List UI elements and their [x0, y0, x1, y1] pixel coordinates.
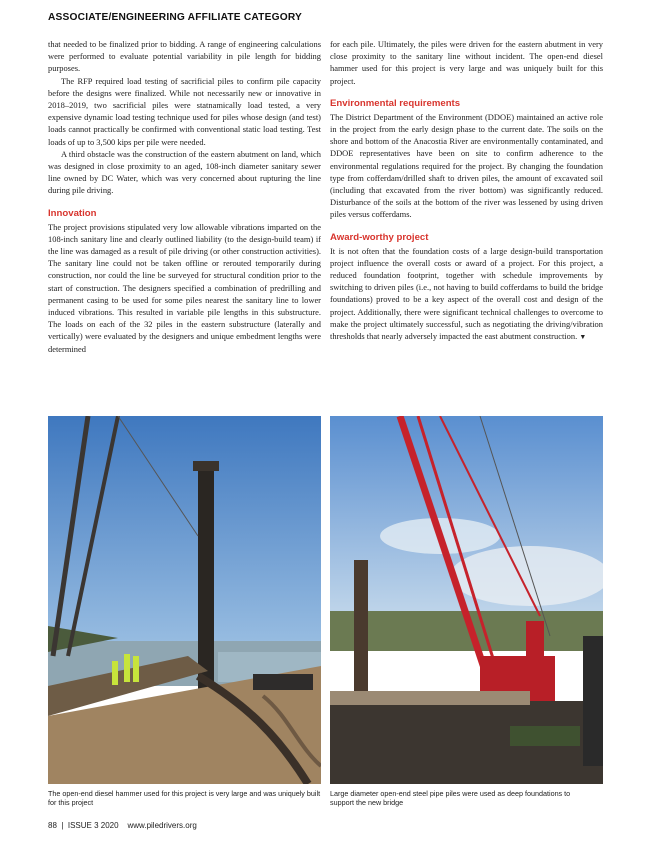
- paragraph-text: It is not often that the foundation costs of a large design-build transportation project influence the overall costs or award of a project. For this project, a reduced foundation footprint, together with schedule improvements by switching to driven piles (i.e., not having to build cofferdams to build the bridge foundations) proved to be a key aspect of the overall cost and design of the project. Additionally, there were significant technical challenges to overcome to make the project ultimately successful, such as negotiating the driving/vibration thresholds that nearly adversely impacted the east abutment construction.: [330, 245, 603, 342]
- heading-environmental: Environmental requirements: [330, 97, 461, 109]
- paragraph: The project provisions stipulated very low allowable vibrations imparted on the 108-inch sanitary line and clearly outlined liability (to the design-build team) if the line was damaged as a result of pile driving (or other construction activities). The sanitary line could not be taken offline or rerouted temporarily during construction, nor could the line be surveyed for structural condition prior to the start of construction. The designers specified a combination of predrilling and permanent casing to be used for some piles nearest the sanitary line to lower induced vibrations. This resulted in variable pile lengths in this substructure. The loads on each of the 32 piles in the eastern substructure (laterally and vertically) were evaluated by the designers and unique embedment lengths were determined: [48, 221, 321, 354]
- heading-innovation: Innovation: [48, 207, 97, 219]
- end-of-article-icon: ▼: [579, 333, 587, 342]
- right-text-column: [330, 38, 603, 343]
- photo-caption-right: Large diameter open-end steel pipe piles were used as deep foundations to support the new bridge: [330, 789, 571, 808]
- photo-caption-left: The open-end diesel hammer used for this project is very large and was uniquely built for this project: [48, 789, 321, 808]
- paragraph: The District Department of the Environment (DDOE) maintained an active role in the project from the early design phase to the current date. The soils on the shore and bottom of the Anacostia River are environmentally contaminated, and DDOE representatives have been on site to confirm adherence to the environmental regulations required for the project. By changing the foundation type from cofferdam/drilled shaft to driven piles, the amount of excavated soil (including that excavated from the river bottom) was significantly reduced. Disturbance of the soils at the bottom of the river was lessened by using driven piles versus cofferdams.: [330, 111, 603, 220]
- paragraph: A third obstacle was the construction of the eastern abutment on land, which was designed in close proximity to an aged, 108-inch diameter sanitary sewer line owned by DC Water, which was very concerned about rupturing the line during pile driving.: [48, 148, 321, 196]
- left-text-column: [48, 38, 321, 355]
- paragraph: The RFP required load testing of sacrificial piles to confirm pile capacity before the designs were finalized. While not necessarily new or innovative in 2018–2019, two sacrificial piles were statnamically load tested, a very expensive dynamic load testing technique used for piles whose design (and test) loads cannot practically be confirmed with conventional static load testing. Test loads of up to 3,500 kips per pile were needed.: [48, 75, 321, 147]
- photo-diesel-hammer: [48, 416, 321, 784]
- heading-award: Award-worthy project: [330, 231, 429, 243]
- paragraph: that needed to be finalized prior to bidding. A range of engineering calculations were performed to evaluate potential variability in pile length for bidding purposes.: [48, 39, 321, 74]
- section-category-header: ASSOCIATE/ENGINEERING AFFILIATE CATEGORY: [48, 12, 303, 23]
- paragraph: [330, 245, 603, 344]
- photo-steel-pipe-piles: [330, 416, 603, 784]
- paragraph: for each pile. Ultimately, the piles were driven for the eastern abutment in very close proximity to the sanitary line without incident. The open-end diesel hammer used for this project is very large and was uniquely built for this project.: [330, 39, 603, 86]
- page-footer: 88 | ISSUE 3 2020 www.piledrivers.org: [48, 821, 197, 830]
